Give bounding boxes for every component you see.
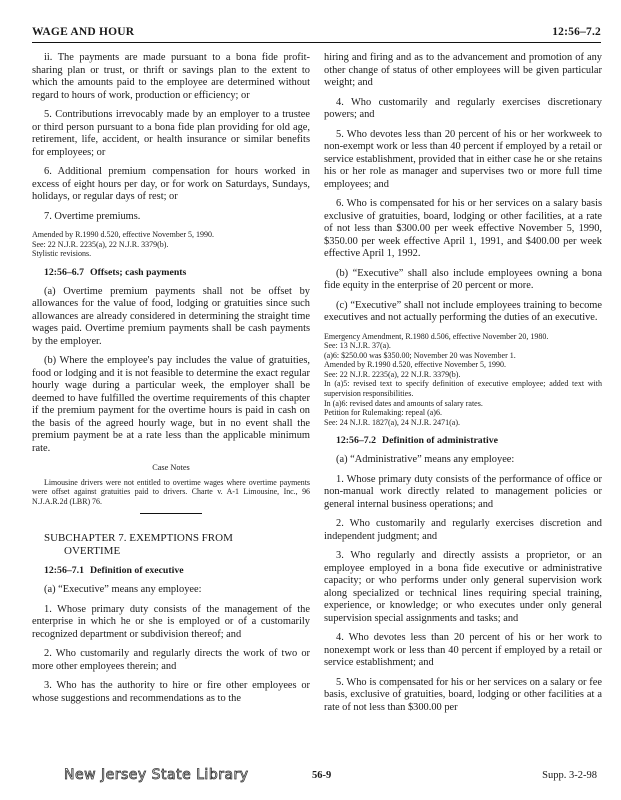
paragraph: 4. Who devotes less than 20 percent of his or her work to nonexempt work or less than 40 percent if employed by a retail or service establishment; and: [324, 632, 602, 669]
paragraph: 4. Who customarily and regularly exercises discretionary powers; and: [324, 96, 602, 120]
history-note: In (a)5: revised text to specify definition of executive employee; added text with supervision responsibilities.: [324, 379, 602, 399]
paragraph: hiring and firing and as to the advancement and promotion of any other change of status of other employees will be given particular weight; and: [324, 52, 602, 88]
history-note: (a)6: $250.00 was $350.00; November 20 was November 1.: [324, 350, 516, 360]
header-title: WAGE AND HOUR: [32, 26, 135, 38]
paragraph: (a) “Administrative” means any employee:: [336, 454, 515, 466]
history-note: See: 24 N.J.R. 1827(a), 24 N.J.R. 2471(a).: [324, 417, 460, 427]
section-title: Offsets; cash payments: [90, 266, 187, 278]
paragraph: 2. Who customarily and regularly directs the work of two or more other employees therein; and: [32, 648, 310, 672]
history-note: In (a)6: revised dates and amounts of salary rates.: [324, 398, 483, 408]
case-notes-text: Limousine drivers were not entitled to overtime wages where overtime payments were offset against gratuities paid to drivers. Charte v. A-1 Limousine, Inc., 96 N.J.A.R.2d (LBR) 76.: [32, 477, 310, 506]
paragraph: (b) Where the employee's pay includes the value of gratuities, food or lodging and it is not feasible to determine the exact regular hourly wage during a particular week, the employer shall be deemed to have fulfilled the overtime requirements of this chapter if the premium payment for the overtime hours is paid in cash on the basis of the agreed hourly wage, but in no event shall the premium payment be at a rate less than the applicable minimum rate.: [32, 355, 310, 454]
history-note: See: 22 N.J.R. 2235(a), 22 N.J.R. 3379(b).: [324, 369, 461, 379]
paragraph: 3. Who has the authority to hire or fire other employees or whose suggestions and recommendations as to the: [32, 680, 310, 704]
section-number: 12:56–7.1: [44, 565, 85, 576]
paragraph: 6. Who is compensated for his or her services on a salary basis exclusive of gratuities, board, lodging or other facilities, at a rate of not less than $300.00 per week effective November 5, 1990, $350.00 per week effective April 1, 1991, and $400.00 per week effective April 1, 1992.: [324, 198, 602, 259]
header-rule: [32, 42, 601, 43]
page-number: 56-9: [312, 770, 332, 781]
section-heading: [32, 267, 310, 279]
history-note: Amended by R.1990 d.520, effective November 5, 1990.: [32, 230, 215, 239]
left-column: [32, 52, 310, 712]
right-column: [324, 52, 602, 721]
history-note: Petition for Rulemaking: repeal (a)6.: [324, 408, 442, 418]
supplement-date: Supp. 3-2-98: [542, 770, 597, 781]
header-section-number: 12:56–7.2: [552, 26, 601, 38]
paragraph: 2. Who customarily and regularly exercises discretion and independent judgment; and: [324, 518, 602, 542]
case-notes-title: Case Notes: [152, 463, 190, 473]
section-title: Definition of administrative: [382, 435, 498, 447]
section-title: Definition of executive: [90, 565, 184, 576]
history-note: Stylistic revisions.: [32, 249, 92, 259]
history-note: Amended by R.1990 d.520, effective November 5, 1990.: [324, 360, 507, 370]
paragraph: 3. Who regularly and directly assists a proprietor, or an employee employed in a bona fide executive or administrative capacity; or who performs under only general supervision work along specialized or technical lines requiring special training, experience, or knowledge; or who executes under only general supervision special assignments and tasks; and: [324, 550, 602, 624]
paragraph: 6. Additional premium compensation for hours worked in excess of eight hours per day, or for work on Saturdays, Sundays, holidays, or regular days of rest; or: [32, 166, 310, 202]
paragraph: (a) Overtime premium payments shall not be offset by allowances for the value of food, lodging or gratuities since such allowances are already considered in determining the straight time wages paid. Overtime premium payments shall be cash payments by the employer.: [32, 285, 310, 347]
subchapter-line: OVERTIME: [64, 545, 121, 557]
paragraph: 5. Who is compensated for his or her services on a salary or fee basis, exclusive of gratuities, board, lodging or other facilities at a rate of not less than $300.00 per: [324, 676, 602, 713]
library-watermark: New Jersey State Library: [64, 767, 249, 783]
paragraph: (a) “Executive” means any employee:: [44, 584, 202, 595]
page-footer: [32, 768, 601, 788]
paragraph: 5. Contributions irrevocably made by an employer to a trustee or third person pursuant to a bona fide plan providing for old age, retirement, life, accident, or health insurance or similar benefits for employees; or: [32, 109, 310, 158]
history-note: Emergency Amendment, R.1980 d.506, effective November 20, 1980.: [324, 331, 549, 341]
section-number: 12:56–6.7: [44, 266, 85, 278]
history-note: See: 13 N.J.R. 37(a).: [324, 341, 391, 351]
section-heading: [32, 565, 310, 577]
paragraph: (c) “Executive” shall not include employees training to become executives and not actually performing the duties of an executive.: [324, 299, 602, 323]
paragraph: 5. Who devotes less than 20 percent of his or her workweek to non-exempt work or less than 40 percent if employed by a retail or service establishment, provided that in either case he or she retains his or her role as manager and supervises two or more full time employees; and: [324, 128, 602, 190]
paragraph: ii. The payments are made pursuant to a bona fide profit-sharing plan or trust, or thrift or savings plan to the extent to which the amounts paid to the employee are determined without regard to hours of work, production or efficiency; or: [32, 52, 310, 101]
paragraph: 1. Whose primary duty consists of the management of the enterprise in which he or she is employed or of a customarily recognized department or subdivision thereof; and: [32, 603, 310, 640]
paragraph: 7. Overtime premiums.: [44, 210, 141, 222]
subchapter-heading: [32, 532, 310, 558]
paragraph: (b) “Executive” shall also include employees owning a bona fide equity in the enterprise of 20 percent or more.: [324, 267, 602, 291]
divider: [140, 513, 202, 514]
paragraph: 1. Whose primary duty consists of the performance of office or non-manual work directly related to management policies or general internal business operations; and: [324, 473, 602, 510]
subchapter-line: SUBCHAPTER 7. EXEMPTIONS FROM: [44, 532, 233, 544]
section-heading: [324, 435, 602, 447]
section-number: 12:56–7.2: [336, 435, 377, 447]
history-note: See: 22 N.J.R. 2235(a), 22 N.J.R. 3379(b).: [32, 239, 169, 249]
